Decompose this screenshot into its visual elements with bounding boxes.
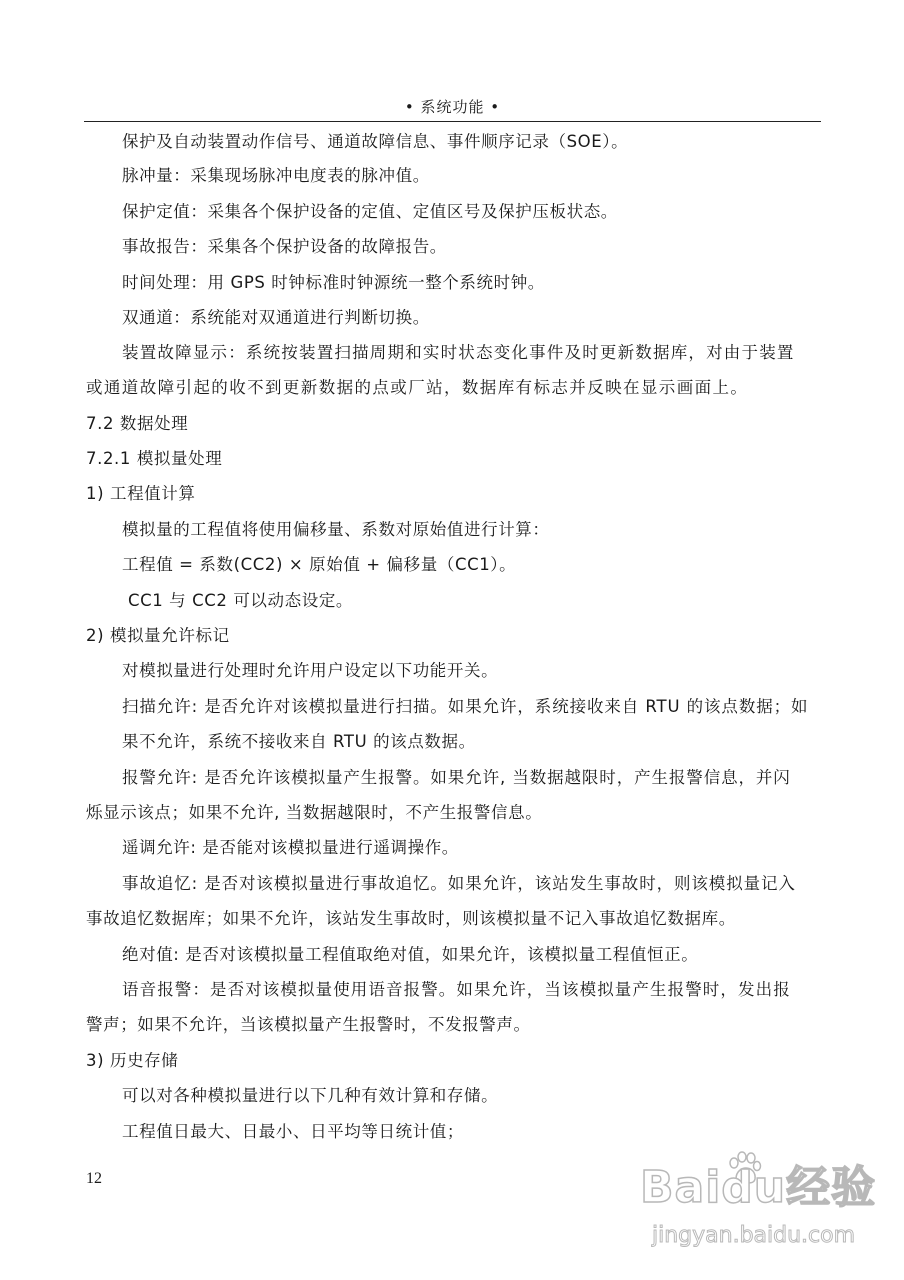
paragraph-line: 装置故障显示：系统按装置扫描周期和实时状态变化事件及时更新数据库，对由于装置 bbox=[122, 343, 795, 362]
paragraph-line: 果不允许，系统不接收来自 RTU 的该点数据。 bbox=[122, 732, 476, 751]
header-rule bbox=[84, 121, 821, 122]
paragraph-line: 模拟量的工程值将使用偏移量、系数对原始值进行计算： bbox=[122, 520, 550, 539]
paragraph-line: 保护定值：采集各个保护设备的定值、定值区号及保护压板状态。 bbox=[122, 202, 618, 221]
paragraph-line: 工程值日最大、日最小、日平均等日统计值； bbox=[122, 1122, 464, 1141]
formula-line: 工程值 = 系数(CC2) × 原始值 + 偏移量（CC1）。 bbox=[122, 555, 517, 574]
paragraph-line: 警声；如果不允许，当该模拟量产生报警时，不发报警声。 bbox=[86, 1015, 531, 1034]
paragraph-line: 保护及自动装置动作信号、通道故障信息、事件顺序记录（SOE）。 bbox=[122, 132, 629, 151]
watermark-url-text: jingyan.baidu.com bbox=[652, 1223, 856, 1248]
paragraph-line: 报警允许: 是否允许该模拟量产生报警。如果允许, 当数据越限时，产生报警信息，并闪 bbox=[122, 768, 791, 787]
section-heading: 7.2 数据处理 bbox=[86, 414, 189, 433]
baidu-watermark bbox=[640, 1145, 890, 1265]
paragraph-line: 遥调允许: 是否能对该模拟量进行遥调操作。 bbox=[122, 838, 459, 857]
list-heading: 3) 历史存储 bbox=[86, 1051, 179, 1070]
watermark-logo-text: Baidu经验 bbox=[640, 1162, 877, 1213]
list-heading: 2) 模拟量允许标记 bbox=[86, 626, 230, 645]
running-header: • 系统功能 • bbox=[404, 98, 501, 116]
list-heading: 1) 工程值计算 bbox=[86, 484, 196, 503]
paragraph-line: CC1 与 CC2 可以动态设定。 bbox=[128, 591, 354, 610]
page-number: 12 bbox=[86, 1170, 102, 1187]
paragraph-line: 事故报告：采集各个保护设备的故障报告。 bbox=[122, 237, 447, 256]
paragraph-line: 事故追忆数据库；如果不允许，该站发生事故时，则该模拟量不记入事故追忆数据库。 bbox=[86, 909, 736, 928]
subsection-heading: 7.2.1 模拟量处理 bbox=[86, 449, 223, 468]
paragraph-line: 语音报警：是否对该模拟量使用语音报警。如果允许，当该模拟量产生报警时，发出报 bbox=[122, 980, 791, 999]
paragraph-line: 双通道：系统能对双通道进行判断切换。 bbox=[122, 308, 430, 327]
paragraph-line: 可以对各种模拟量进行以下几种有效计算和存储。 bbox=[122, 1086, 499, 1105]
paragraph-line: 对模拟量进行处理时允许用户设定以下功能开关。 bbox=[122, 661, 499, 680]
paragraph-line: 或通道故障引起的收不到更新数据的点或厂站，数据库有标志并反映在显示画面上。 bbox=[86, 378, 749, 397]
paragraph-line: 事故追忆: 是否对该模拟量进行事故追忆。如果允许，该站发生事故时，则该模拟量记入 bbox=[122, 874, 796, 893]
paragraph-line: 时间处理：用 GPS 时钟标准时钟源统一整个系统时钟。 bbox=[122, 273, 545, 292]
paragraph-line: 绝对值: 是否对该模拟量工程值取绝对值，如果允许，该模拟量工程值恒正。 bbox=[122, 945, 699, 964]
paragraph-line: 脉冲量：采集现场脉冲电度表的脉冲值。 bbox=[122, 166, 430, 185]
paragraph-line: 扫描允许: 是否允许对该模拟量进行扫描。如果允许，系统接收来自 RTU 的该点数据；如 bbox=[122, 697, 809, 716]
paragraph-line: 烁显示该点；如果不允许, 当数据越限时，不产生报警信息。 bbox=[86, 803, 543, 822]
